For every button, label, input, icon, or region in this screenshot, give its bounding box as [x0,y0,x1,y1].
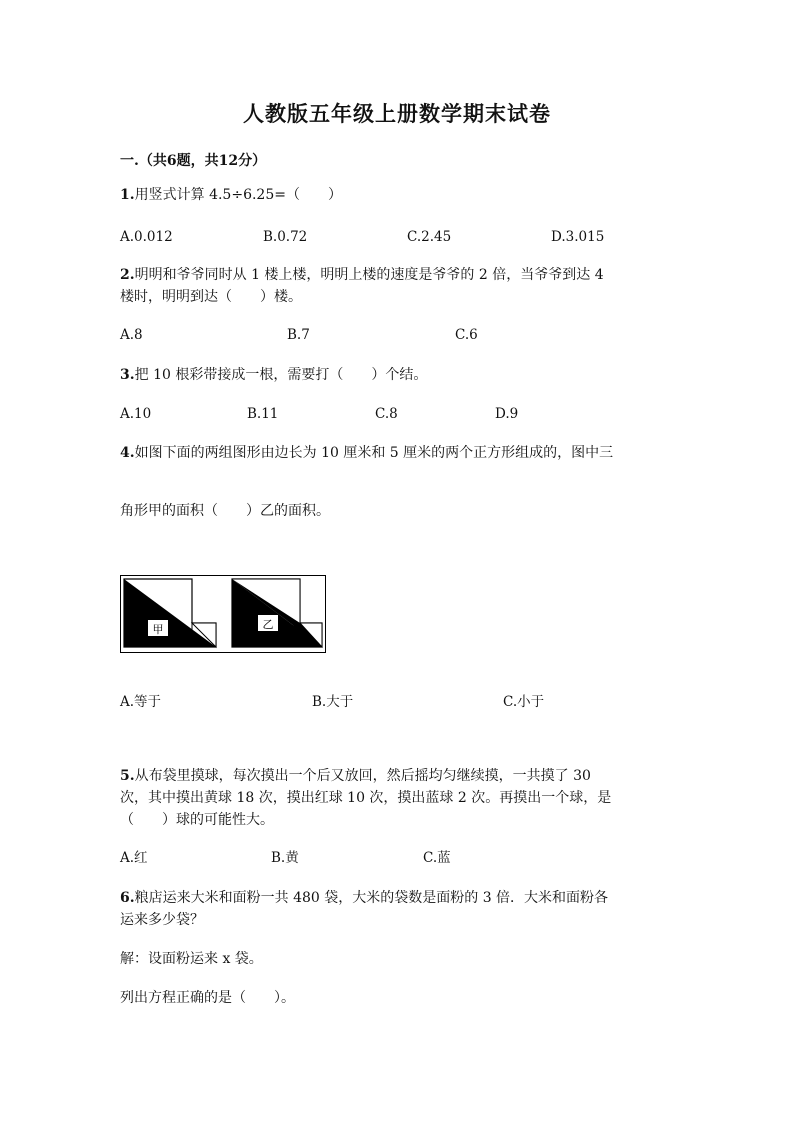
question-number: 6. [120,890,135,906]
question-3 [120,364,427,386]
question-number: 4. [120,445,135,461]
solution-text: 解：设面粉运来 x 袋。 [120,951,263,967]
option[interactable]: C.2.45 [407,229,452,245]
option[interactable]: B.11 [247,406,279,422]
question-text-line: 次，其中摸出黄球 18 次，摸出红球 10 次，摸出蓝球 2 次。再摸出一个球，是 [120,790,612,806]
question-text: 把 10 根彩带接成一根，需要打（ ）个结。 [134,367,428,383]
question-2 [120,264,604,286]
question-text-line: 运来多少袋？ [120,912,204,928]
option[interactable]: A.10 [120,406,152,422]
question-text-line: 从布袋里摸球，每次摸出一个后又放回，然后摇均匀继续摸，一共摸了 30 [134,768,591,784]
question-number: 1. [120,187,135,203]
option[interactable]: A.红 [120,850,148,866]
question-4 [120,442,613,464]
triangle-figure-svg [120,575,326,653]
question-5 [120,765,591,787]
option[interactable]: A.8 [120,327,143,343]
question-text-line: 如图下面的两组图形由边长为 10 厘米和 5 厘米的两个正方形组成的，图中三 [134,445,614,461]
question-text-line: （ ）球的可能性大。 [120,812,274,828]
question-number: 2. [120,267,135,283]
option[interactable]: B.7 [287,327,310,343]
option[interactable]: A.等于 [120,694,162,710]
question-text: 用竖式计算 4.5÷6.25=（ ） [134,187,342,203]
option[interactable]: C.小于 [503,694,545,710]
page-title: 人教版五年级上册数学期末试卷 [243,101,551,126]
question-number: 5. [120,768,135,784]
option[interactable]: A.0.012 [120,229,173,245]
triangle-figure [120,575,326,657]
question-6 [120,887,608,909]
option[interactable]: B.黄 [271,850,299,866]
option[interactable]: C.蓝 [423,850,451,866]
option[interactable]: B.0.72 [263,229,308,245]
question-text-line: 列出方程正确的是（ ）。 [120,990,295,1006]
question-text-line: 粮店运来大米和面粉一共 480 袋，大米的袋数是面粉的 3 倍．大米和面粉各 [134,890,609,906]
option[interactable]: D.9 [495,406,519,422]
question-text-line: 角形甲的面积（ ）乙的面积。 [120,503,330,519]
option[interactable]: B.大于 [312,694,354,710]
option[interactable]: C.8 [375,406,398,422]
option[interactable]: D.3.015 [551,229,605,245]
label-yi: 乙 [262,618,274,631]
question-text-line: 明明和爷爷同时从 1 楼上楼，明明上楼的速度是爷爷的 2 倍，当爷爷到达 4 [134,267,604,283]
section-header: 一.（共6题，共12分） [120,153,267,169]
question-number: 3. [120,367,135,383]
option[interactable]: C.6 [455,327,478,343]
question-text-line: 楼时，明明到达（ ）楼。 [120,289,302,305]
label-jia: 甲 [152,623,164,636]
question-1 [120,184,342,206]
